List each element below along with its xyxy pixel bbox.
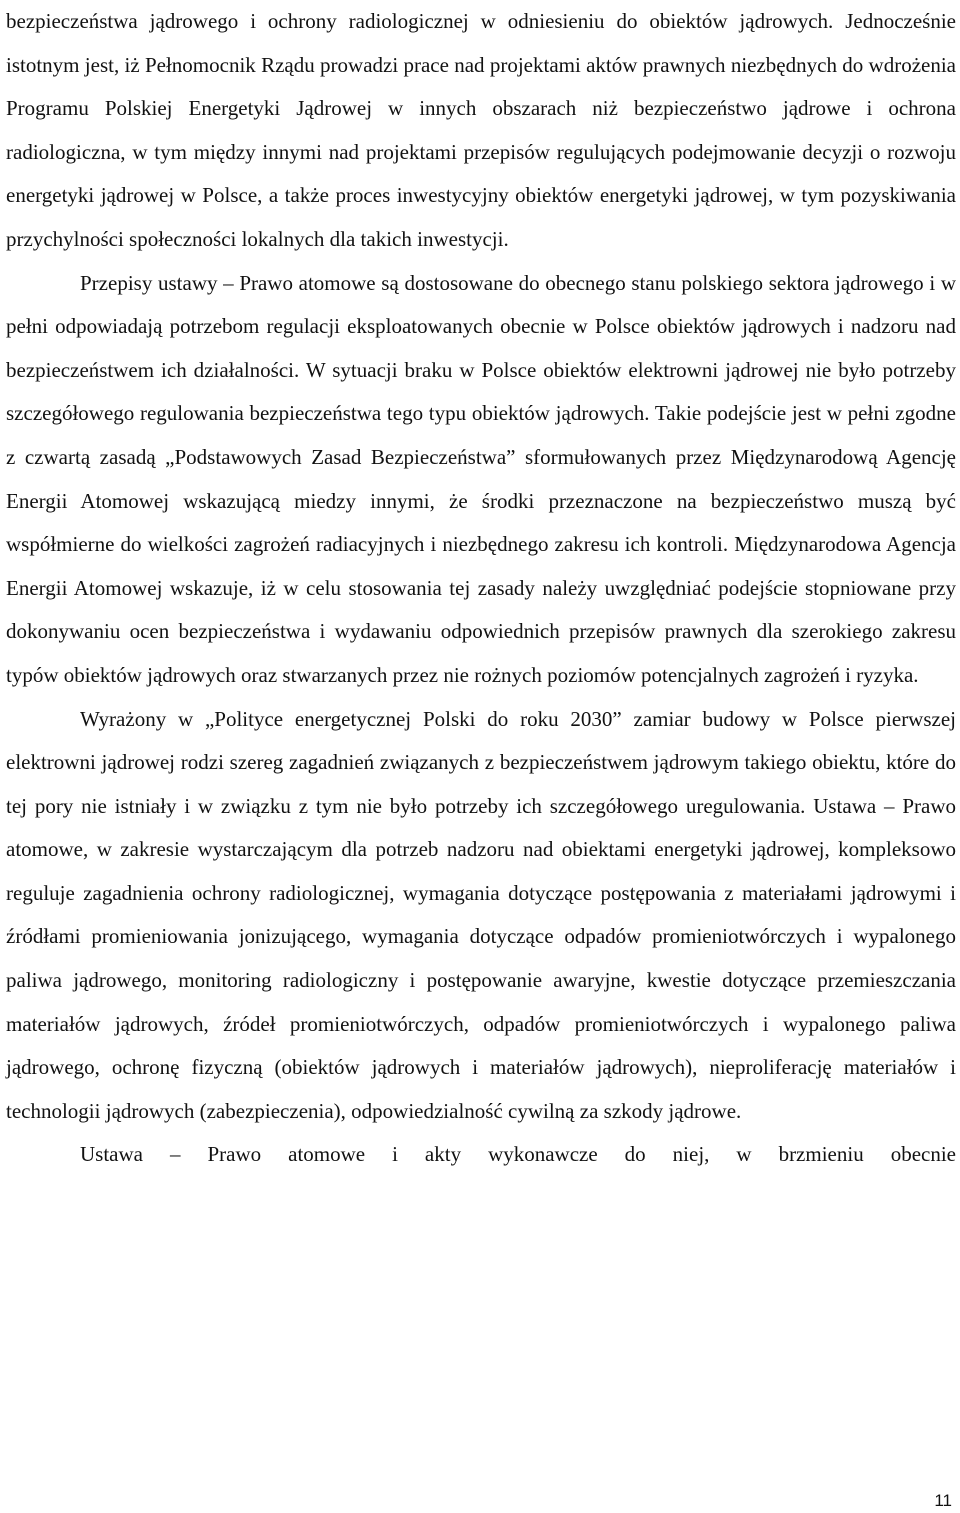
paragraph-4: Ustawa – Prawo atomowe i akty wykonawcze do niej, w brzmieniu obecnie [80,1142,956,1167]
paragraph-2: Przepisy ustawy – Prawo atomowe są dostosowane do obecnego stanu polskiego sektora jądrowego i w pełni odpowiadają potrzebom regulacji eksploatowanych obecnie w Polsce obiektów jądrowych i nadzoru nad bezpieczeństwem ich działalności. W sytuacji braku w Polsce obiektów elektrowni jądrowej nie było potrzeby szczegółowego regulowania bezpieczeństwa tego typu obiektów jądrowych. Takie podejście jest w pełni zgodne z czwartą zasadą „Podstawowych Zasad Bezpieczeństwa” sformułowanych przez Międzynarodową Agencję Energii Atomowej wskazującą miedzy innymi, że środki przeznaczone na bezpieczeństwo muszą być współmierne do wielkości zagrożeń radiacyjnych i niezbędnego zakresu ich kontroli. Międzynarodowa Agencja Energii Atomowej wskazuje, iż w celu stosowania tej zasady należy uwzględniać podejście stopniowane przy dokonywaniu ocen bezpieczeństwa i wydawaniu odpowiednich przepisów prawnych dla szerokiego zakresu typów obiektów jądrowych oraz stwarzanych przez nie rożnych poziomów potencjalnych zagrożeń i ryzyka. [6,270,956,687]
body-text [6,0,956,1177]
paragraph-1: bezpieczeństwa jądrowego i ochrony radiologicznej w odniesieniu do obiektów jądrowych. Jednocześnie istotnym jest, iż Pełnomocnik Rządu prowadzi prace nad projektami aktów prawnych niezbędnych do wdrożenia Programu Polskiej Energetyki Jądrowej w innych obszarach niż bezpieczeństwo jądrowe i ochrona radiologiczna, w tym między innymi nad projektami przepisów regulujących podejmowanie decyzji o rozwoju energetyki jądrowej w Polsce, a także proces inwestycyjny obiektów energetyki jądrowej, w tym pozyskiwania przychylności społeczności lokalnych dla takich inwestycji. [6,9,956,251]
paragraph-3: Wyrażony w „Polityce energetycznej Polski do roku 2030” zamiar budowy w Polsce pierwszej elektrowni jądrowej rodzi szereg zagadnień związanych z bezpieczeństwem jądrowym takiego obiektu, które do tej pory nie istniały i w związku z tym nie było potrzeby ich szczegółowego uregulowania. Ustawa – Prawo atomowe, w zakresie wystarczającym dla potrzeb nadzoru nad obiektami energetyki jądrowej, kompleksowo reguluje zagadnienia ochrony radiologicznej, wymagania dotyczące postępowania z materiałami jądrowymi i źródłami promieniowania jonizującego, wymagania dotyczące odpadów promieniotwórczych i wypalonego paliwa jądrowego, monitoring radiologiczny i postępowanie awaryjne, kwestie dotyczące przemieszczania materiałów jądrowych, źródeł promieniotwórczych, odpadów promieniotwórczych i wypalonego paliwa jądrowego, ochronę fizyczną (obiektów jądrowych i materiałów jądrowych), nieproliferację materiałów i technologii jądrowych (zabezpieczenia), odpowiedzialność cywilną za szkody jądrowe. [6,706,956,1123]
page-number: 11 [934,1491,952,1510]
